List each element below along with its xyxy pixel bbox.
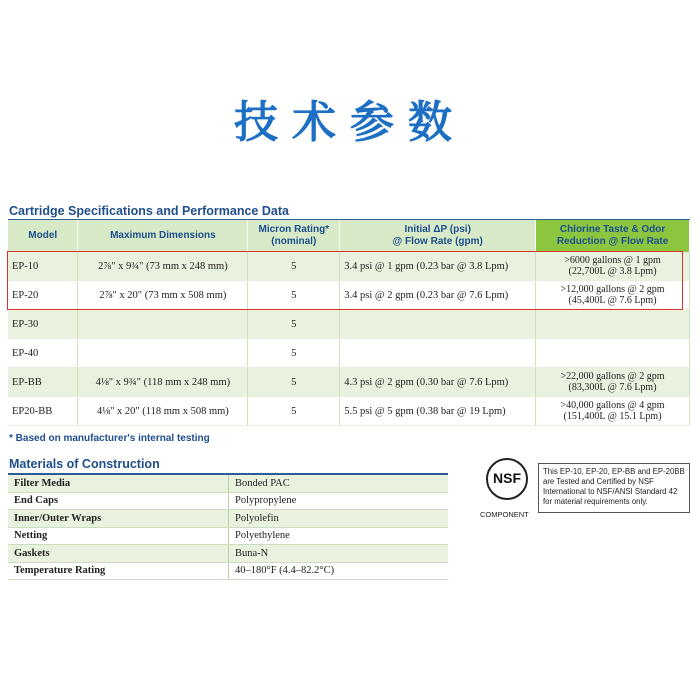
nsf-caption: COMPONENT — [480, 510, 529, 519]
cell-model: EP-BB — [8, 368, 78, 397]
header-dp-line1: Initial ΔP (psi) — [404, 224, 471, 235]
table-row — [8, 475, 448, 492]
table-row — [8, 397, 690, 426]
cell-dimensions: 2⅞" x 9¾" (73 mm x 248 mm) — [78, 252, 248, 281]
cell-chlorine-line2: (83,300L @ 7.6 Lpm) — [568, 382, 657, 393]
materials-table — [8, 475, 448, 580]
cell-chlorine-line1: >6000 gallons @ 1 gpm — [564, 255, 661, 266]
material-value: Polyethylene — [229, 527, 449, 545]
header-micron — [248, 220, 340, 252]
table-row — [8, 562, 448, 580]
cell-model: EP-30 — [8, 310, 78, 339]
table-row — [8, 510, 448, 528]
material-value: 40–180°F (4.4–82.2°C) — [229, 562, 449, 580]
cell-micron: 5 — [248, 310, 340, 339]
table-row — [8, 492, 448, 510]
header-cl-line1: Chlorine Taste & Odor — [559, 224, 666, 235]
cell-chlorine — [536, 368, 690, 397]
header-pressure-drop — [340, 220, 536, 252]
footnote: * Based on manufacturer's internal testing — [9, 433, 210, 444]
header-dimensions: Maximum Dimensions — [78, 220, 248, 252]
cell-micron: 5 — [248, 339, 340, 368]
material-value: Polyolefin — [229, 510, 449, 528]
material-value: Buna-N — [229, 545, 449, 563]
table-row — [8, 545, 448, 563]
cell-pressure-drop — [340, 310, 536, 339]
material-value: Polypropylene — [229, 492, 449, 510]
highlight-box — [7, 251, 683, 310]
table-row — [8, 368, 690, 397]
cell-model: EP-20 — [8, 281, 78, 310]
header-model: Model — [8, 220, 78, 252]
cell-micron: 5 — [248, 368, 340, 397]
table-row — [8, 310, 690, 339]
cell-pressure-drop: 3.4 psi @ 2 gpm (0.23 bar @ 7.6 Lpm) — [340, 281, 536, 310]
cell-chlorine-line2: (45,400L @ 7.6 Lpm) — [568, 295, 657, 306]
header-cl-line2: Reduction @ Flow Rate — [556, 236, 669, 247]
cell-dimensions — [78, 339, 248, 368]
cell-dimensions: 4⅛" x 20" (118 mm x 508 mm) — [78, 397, 248, 426]
page-title: 技术参数 — [234, 97, 466, 148]
header-chlorine — [536, 220, 690, 252]
cell-pressure-drop: 5.5 psi @ 5 gpm (0.38 bar @ 19 Lpm) — [340, 397, 536, 426]
header-dp-line2: @ Flow Rate (gpm) — [392, 236, 483, 247]
spec-header-row — [8, 220, 690, 252]
certification-note: This EP-10, EP-20, EP-BB and EP-20BB are Tested and Certified by NSF International to NSF/ANSI Standard 42 for material requirements only. — [538, 463, 690, 513]
cell-chlorine-line2: (151,400L @ 15.1 Lpm) — [563, 411, 662, 422]
cell-chlorine-line1: >12,000 gallons @ 2 gpm — [560, 284, 665, 295]
cell-model: EP-40 — [8, 339, 78, 368]
material-key: Gaskets — [8, 545, 229, 563]
cell-chlorine-line2: (22,700L @ 3.8 Lpm) — [568, 266, 657, 277]
material-key: End Caps — [8, 492, 229, 510]
cell-pressure-drop: 3.4 psi @ 1 gpm (0.23 bar @ 3.8 Lpm) — [340, 252, 536, 281]
material-key: Filter Media — [8, 475, 229, 492]
header-micron-line1: Micron Rating* — [258, 224, 330, 235]
cell-micron: 5 — [248, 281, 340, 310]
cell-chlorine-line1: >40,000 gallons @ 4 gpm — [560, 400, 665, 411]
cell-micron: 5 — [248, 252, 340, 281]
cell-dimensions: 4⅛" x 9¾" (118 mm x 248 mm) — [78, 368, 248, 397]
cell-chlorine-line1: >22,000 gallons @ 2 gpm — [560, 371, 665, 382]
cell-model: EP-10 — [8, 252, 78, 281]
cell-pressure-drop — [340, 339, 536, 368]
cell-chlorine — [536, 339, 690, 368]
material-key: Netting — [8, 527, 229, 545]
table-row — [8, 339, 690, 368]
cell-dimensions: 2⅞" x 20" (73 mm x 508 mm) — [78, 281, 248, 310]
cell-model: EP20-BB — [8, 397, 78, 426]
cell-micron: 5 — [248, 397, 340, 426]
cell-chlorine — [536, 397, 690, 426]
material-value: Bonded PAC — [229, 475, 449, 492]
material-key: Temperature Rating — [8, 562, 229, 580]
table-row — [8, 527, 448, 545]
header-micron-line2: (nominal) — [271, 236, 317, 247]
material-key: Inner/Outer Wraps — [8, 510, 229, 528]
nsf-logo-icon — [486, 458, 528, 500]
cell-dimensions — [78, 310, 248, 339]
nsf-logo-text: NSF — [493, 470, 521, 486]
cell-chlorine — [536, 310, 690, 339]
cell-pressure-drop: 4.3 psi @ 2 gpm (0.30 bar @ 7.6 Lpm) — [340, 368, 536, 397]
spec-section-title: Cartridge Specifications and Performance Data — [9, 204, 289, 218]
materials-title: Materials of Construction — [9, 457, 160, 471]
